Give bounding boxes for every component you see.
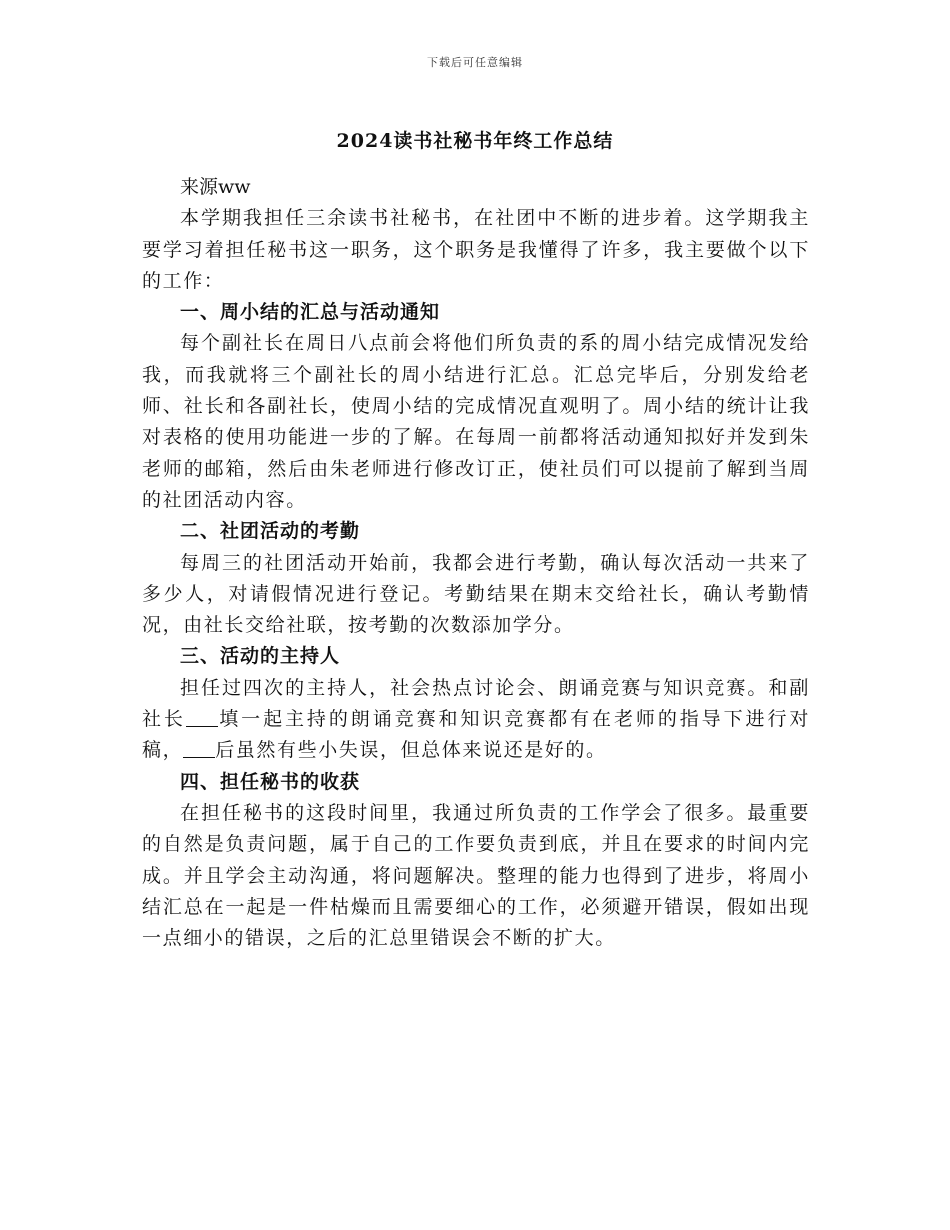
section-body-3-part1: 担任过四次的主持人，社会热点讨论会、朗诵竞赛与知识竞赛。和副社长 <box>142 676 810 731</box>
section-body-2: 每周三的社团活动开始前，我都会进行考勤，确认每次活动一共来了多少人，对请假情况进行登记。考勤结果在期末交给社长，确认考勤情况，由社长交给社联，按考勤的次数添加学分。 <box>142 551 810 637</box>
section-body-3-part3: 后虽然有些小失误，但总体来说还是好的。 <box>215 739 607 762</box>
page-header-note: 下载后可任意编辑 <box>427 56 523 69</box>
intro-paragraph: 本学期我担任三余读书社秘书，在社团中不断的进步着。这学期我主要学习着担任秘书这一职务，这个职务是我懂得了许多，我主要做个以下的工作： <box>142 207 810 292</box>
blank-underline <box>183 739 215 758</box>
section-heading-2: 二、社团活动的考勤 <box>180 520 361 543</box>
section-body-1: 每个副社长在周日八点前会将他们所负责的系的周小结完成情况发给我，而我就将三个副社长的周小结进行汇总。汇总完毕后，分别发给老师、社长和各副社长，使周小结的完成情况直观明了。周小结的统计让我对表格的使用功能进一步的了解。在每周一前都将活动通知拟好并发到朱老师的邮箱，然后由朱老师进行修改订正，使社员们可以提前了解到当周的社团活动内容。 <box>142 332 810 511</box>
section-heading-1: 一、周小结的汇总与活动通知 <box>180 301 441 324</box>
document-title: 2024读书社秘书年终工作总结 <box>336 130 614 152</box>
section-heading-4: 四、担任秘书的收获 <box>180 770 361 793</box>
blank-underline <box>186 708 218 727</box>
document-body <box>142 172 810 954</box>
section-body-3-part2: 填一起主持的朗诵竞赛和知识竞赛都有在老师的指导下进行对稿， <box>142 708 811 762</box>
section-body-4: 在担任秘书的这段时间里，我通过所负责的工作学会了很多。最重要的自然是负责问题，属于自己的工作要负责到底，并且在要求的时间内完成。并且学会主动沟通，将问题解决。整理的能力也得到了进步，将周小结汇总在一起是一件枯燥而且需要细心的工作，必须避开错误，假如出现一点细小的错误，之后的汇总里错误会不断的扩大。 <box>142 801 810 950</box>
source-line: 来源ww <box>180 176 251 198</box>
section-heading-3: 三、活动的主持人 <box>180 645 341 668</box>
section-body-3 <box>142 673 810 767</box>
